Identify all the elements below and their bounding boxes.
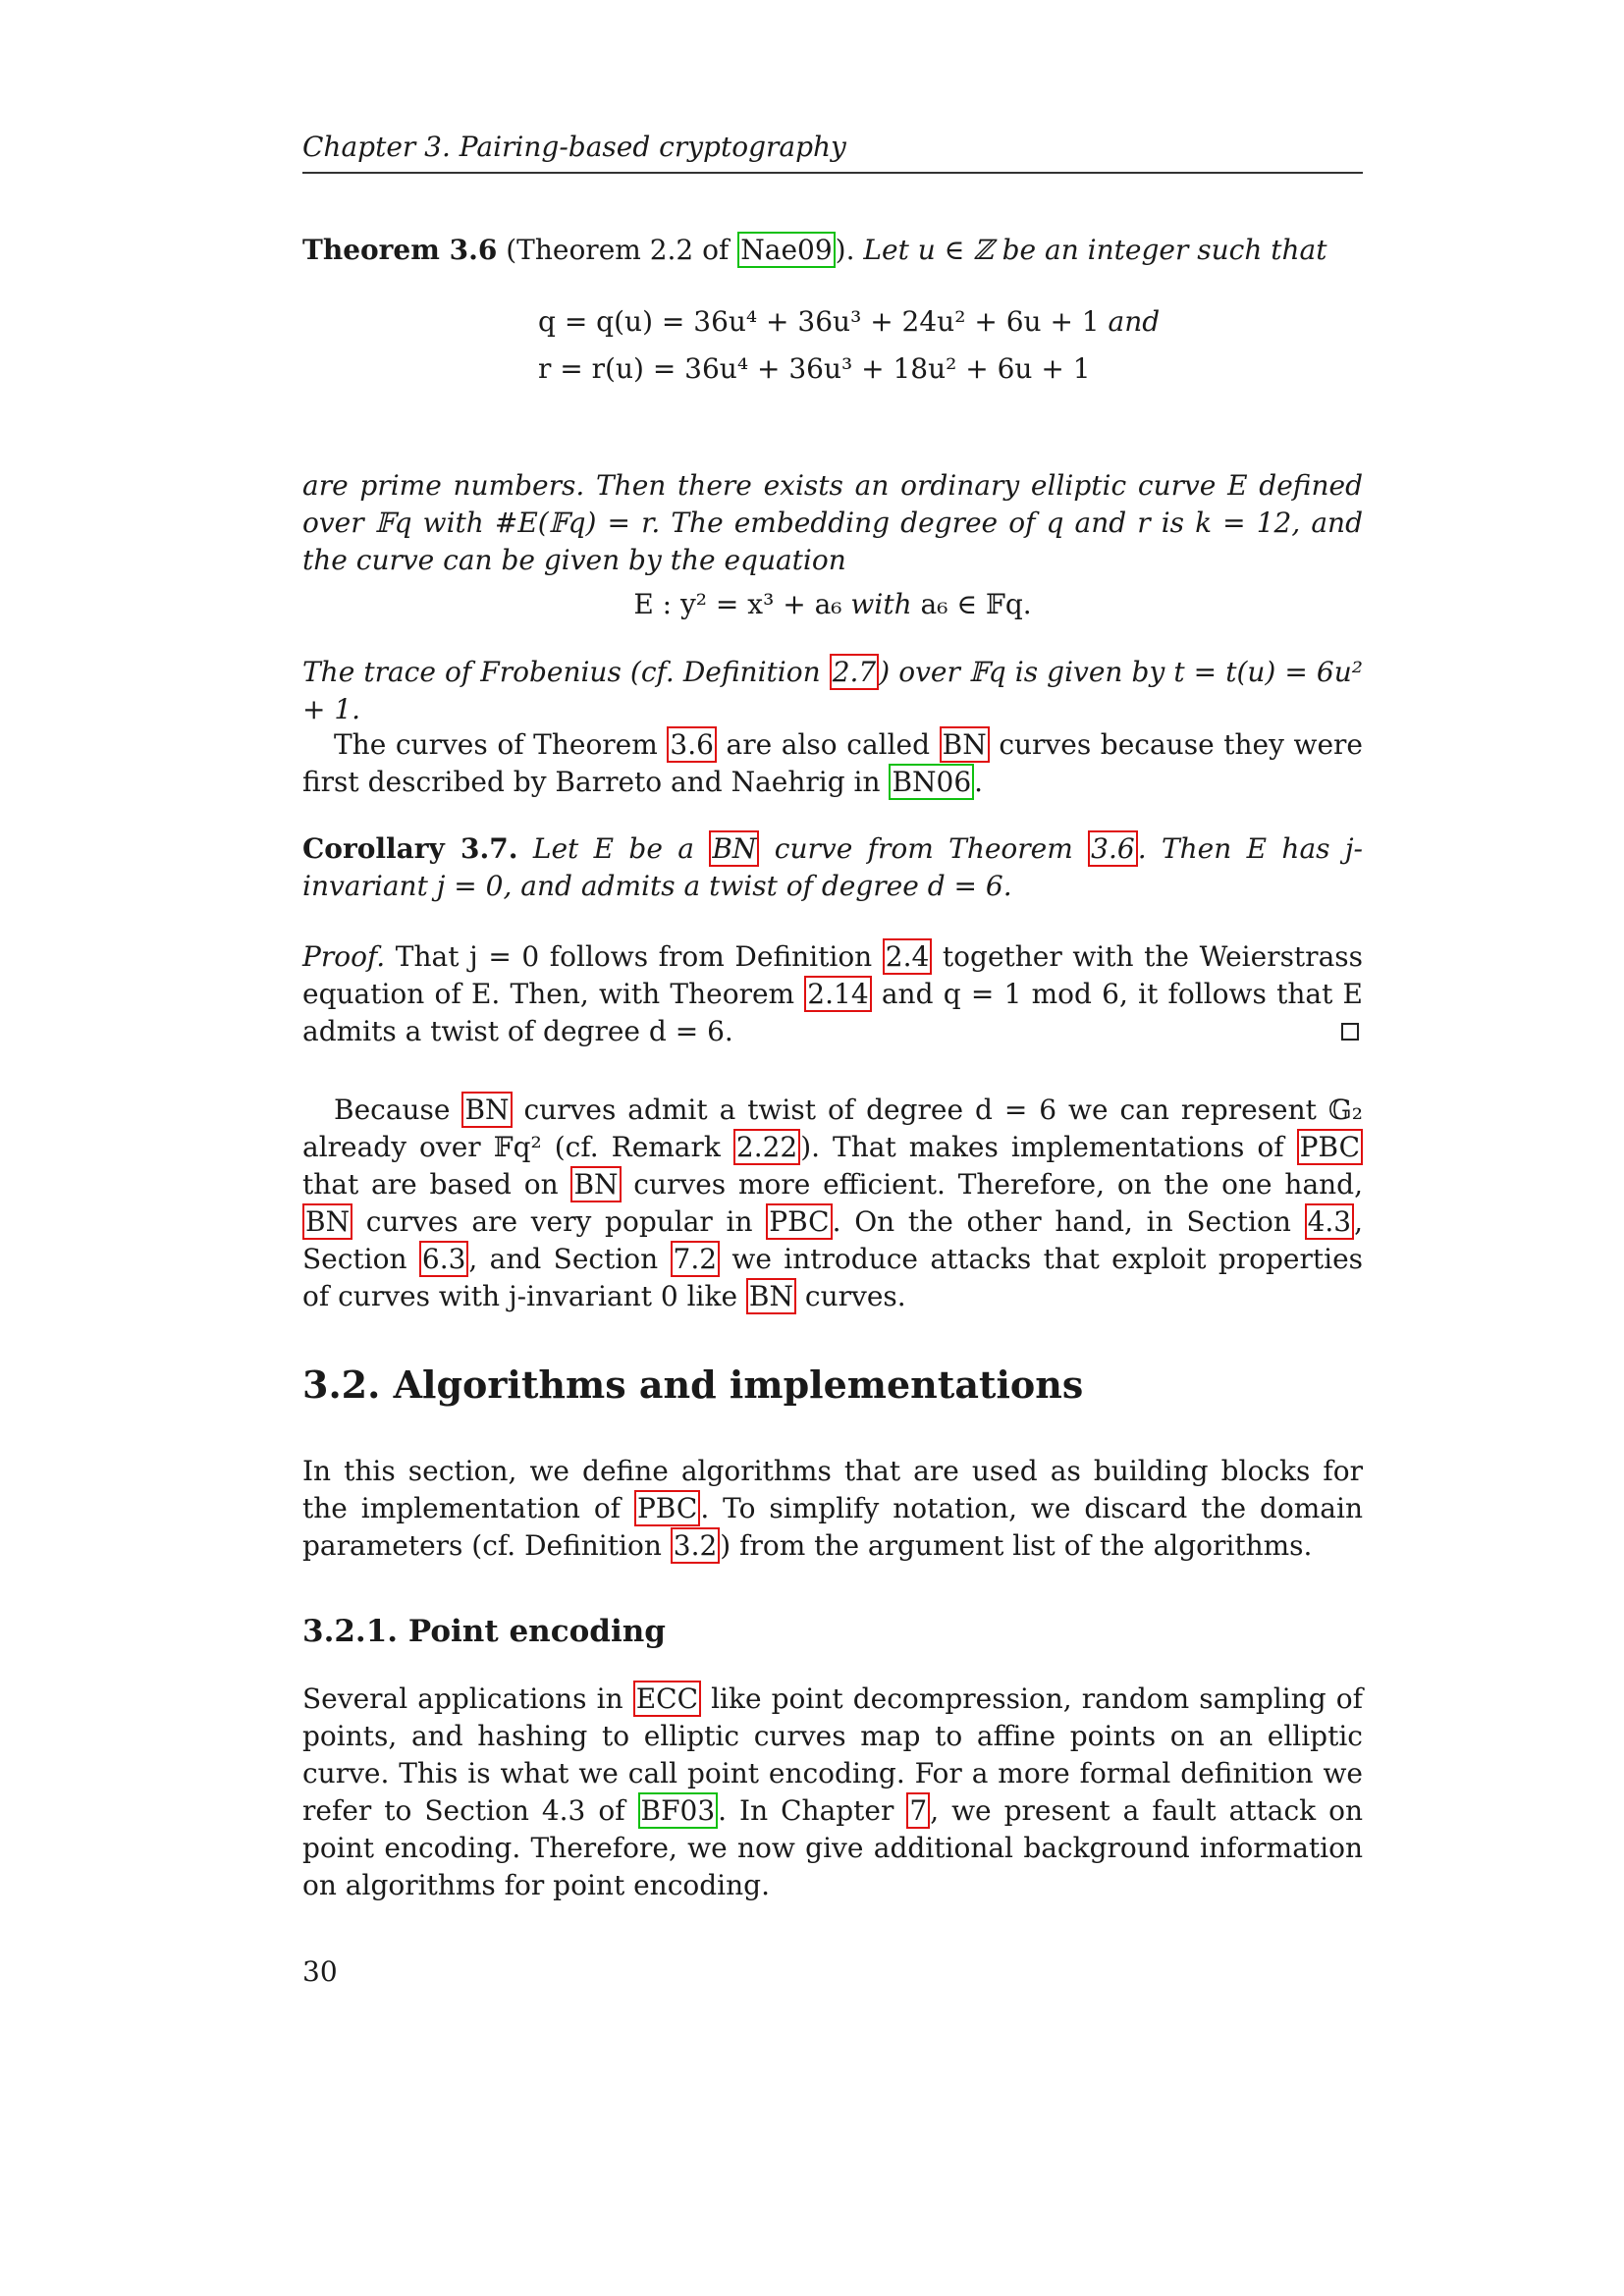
text: curves more efficient. Therefore, on the one hand, bbox=[621, 1168, 1363, 1201]
remark-link-2-22[interactable]: 2.22 bbox=[733, 1129, 800, 1165]
text: we introduce attacks that exploit properties of curves with j-invariant 0 like bbox=[302, 1243, 1364, 1312]
text: are also called bbox=[716, 728, 940, 761]
theorem-link-3-6[interactable]: 3.6 bbox=[1088, 830, 1138, 867]
acronym-link-bn[interactable]: BN bbox=[302, 1203, 352, 1240]
proof bbox=[302, 938, 1363, 1050]
section-link-7-2[interactable]: 7.2 bbox=[671, 1241, 721, 1277]
chapter-link-7[interactable]: 7 bbox=[906, 1792, 930, 1829]
acronym-link-bn[interactable]: BN bbox=[570, 1166, 621, 1202]
text: curves admit a twist of degree d = 6 we can represent 𝔾₂ already over 𝔽q² (cf. Remark bbox=[302, 1094, 1363, 1163]
theorem-intro: Let u ∈ ℤ be an integer such that bbox=[854, 234, 1327, 266]
text: that are based on bbox=[302, 1168, 571, 1201]
theorem-body-text: are prime numbers. Then there exists an ordinary elliptic curve E defined over 𝔽q with #E(𝔽q) = r. The embedding degree of q and r is k = 12, and the curve can be given by the equation bbox=[302, 469, 1363, 576]
theorem-label: Theorem 3.6 bbox=[302, 234, 498, 266]
header-rule bbox=[302, 172, 1363, 174]
text: Because bbox=[334, 1094, 462, 1126]
definition-link-3-2[interactable]: 3.2 bbox=[671, 1527, 721, 1564]
section-link-4-3[interactable]: 4.3 bbox=[1305, 1203, 1355, 1240]
qed-icon bbox=[1341, 1023, 1359, 1044]
theorem-link-3-6[interactable]: 3.6 bbox=[667, 726, 717, 763]
trace-text-pre: The trace of Frobenius (cf. Definition bbox=[302, 656, 830, 688]
equation-q-and: and bbox=[1099, 305, 1161, 338]
theorem-link-2-14[interactable]: 2.14 bbox=[804, 976, 871, 1012]
acronym-link-pbc[interactable]: PBC bbox=[766, 1203, 832, 1240]
theorem-equations bbox=[538, 298, 1160, 393]
acronym-link-bn[interactable]: BN bbox=[940, 726, 990, 763]
acronym-link-ecc[interactable]: ECC bbox=[633, 1681, 701, 1717]
definition-link-2-4[interactable]: 2.4 bbox=[883, 938, 933, 975]
curve-equation-lhs: E : y² = x³ + a₆ bbox=[633, 588, 842, 620]
text: curves because they were first described by Barreto and Naehrig in bbox=[302, 728, 1364, 798]
text: . In Chapter bbox=[718, 1794, 907, 1827]
acronym-link-bn[interactable]: BN bbox=[461, 1092, 512, 1128]
text: and q = 1 mod 6, it follows that E admits a twist of degree d = 6. bbox=[302, 978, 1363, 1047]
text: ). That makes implementations of bbox=[800, 1131, 1297, 1163]
text: curve from Theorem bbox=[759, 832, 1089, 865]
acronym-link-bn[interactable]: BN bbox=[746, 1278, 796, 1314]
theorem-3-6-statement bbox=[302, 232, 1363, 269]
citation-link-bf03[interactable]: BF03 bbox=[638, 1792, 719, 1829]
text: curves. bbox=[796, 1280, 906, 1312]
text: , and Section bbox=[468, 1243, 671, 1275]
text: , Section bbox=[302, 1205, 1364, 1275]
trace-text-post: ) over 𝔽q is given by t = t(u) = 6u² + 1. bbox=[302, 656, 1363, 725]
definition-link-2-7[interactable]: 2.7 bbox=[830, 654, 880, 690]
theorem-trace-line bbox=[302, 654, 1363, 728]
equation-q: q = q(u) = 36u⁴ + 36u³ + 24u² + 6u + 1 bbox=[538, 305, 1100, 338]
acronym-link-pbc[interactable]: PBC bbox=[1297, 1129, 1363, 1165]
text: Several applications in bbox=[302, 1682, 633, 1715]
citation-link-nae09[interactable]: Nae09 bbox=[737, 232, 835, 268]
paragraph-section-3-2 bbox=[302, 1453, 1363, 1565]
section-heading-3-2: 3.2. Algorithms and implementations bbox=[302, 1362, 1084, 1407]
text: In this section, we define algorithms that are used as building blocks for the implementation of bbox=[302, 1455, 1363, 1524]
subsection-heading-3-2-1: 3.2.1. Point encoding bbox=[302, 1614, 666, 1649]
paragraph-point-encoding bbox=[302, 1681, 1363, 1904]
curve-equation-with: with bbox=[841, 588, 921, 620]
theorem-attribution-prefix: (Theorem 2.2 of bbox=[497, 234, 738, 266]
page-number: 30 bbox=[302, 1955, 338, 1988]
corollary-label: Corollary 3.7. bbox=[302, 832, 518, 865]
curve-equation bbox=[302, 581, 1363, 628]
text: , we present a fault attack on point encoding. Therefore, we now give additional background information on algorithms for point encoding. bbox=[302, 1794, 1363, 1901]
text: . Then E has j-invariant j = 0, and admits a twist of degree d = 6. bbox=[302, 832, 1364, 902]
corollary-3-7 bbox=[302, 830, 1363, 905]
text: . bbox=[974, 766, 984, 798]
text: The curves of Theorem bbox=[334, 728, 668, 761]
running-head: Chapter 3. Pairing-based cryptography bbox=[302, 131, 846, 163]
paragraph-because-bn bbox=[302, 1092, 1363, 1315]
curve-equation-cond: a₆ ∈ 𝔽q. bbox=[920, 588, 1032, 620]
acronym-link-bn[interactable]: BN bbox=[709, 830, 759, 867]
text: . On the other hand, in Section bbox=[832, 1205, 1305, 1238]
section-link-6-3[interactable]: 6.3 bbox=[419, 1241, 469, 1277]
equation-r: r = r(u) = 36u⁴ + 36u³ + 18u² + 6u + 1 bbox=[538, 352, 1091, 385]
paragraph-bn-curves bbox=[302, 726, 1363, 801]
proof-label: Proof. bbox=[302, 940, 386, 973]
text: curves are very popular in bbox=[352, 1205, 767, 1238]
text: like point decompression, random sampling of points, and hashing to elliptic curves map to affine points on an elliptic curve. This is what we call point encoding. For a more formal definition we refer to Section 4.3 of bbox=[302, 1682, 1364, 1827]
text: together with the Weierstrass equation of E. Then, with Theorem bbox=[302, 940, 1363, 1010]
text: ) from the argument list of the algorithms. bbox=[720, 1529, 1313, 1562]
text: . To simplify notation, we discard the domain parameters (cf. Definition bbox=[302, 1492, 1363, 1562]
text: Let E be a bbox=[517, 832, 710, 865]
theorem-attribution-suffix: ). bbox=[835, 234, 855, 266]
citation-link-bn06[interactable]: BN06 bbox=[889, 764, 974, 800]
theorem-3-6-body bbox=[302, 467, 1363, 579]
text: That j = 0 follows from Definition bbox=[385, 940, 883, 973]
acronym-link-pbc[interactable]: PBC bbox=[634, 1490, 700, 1526]
